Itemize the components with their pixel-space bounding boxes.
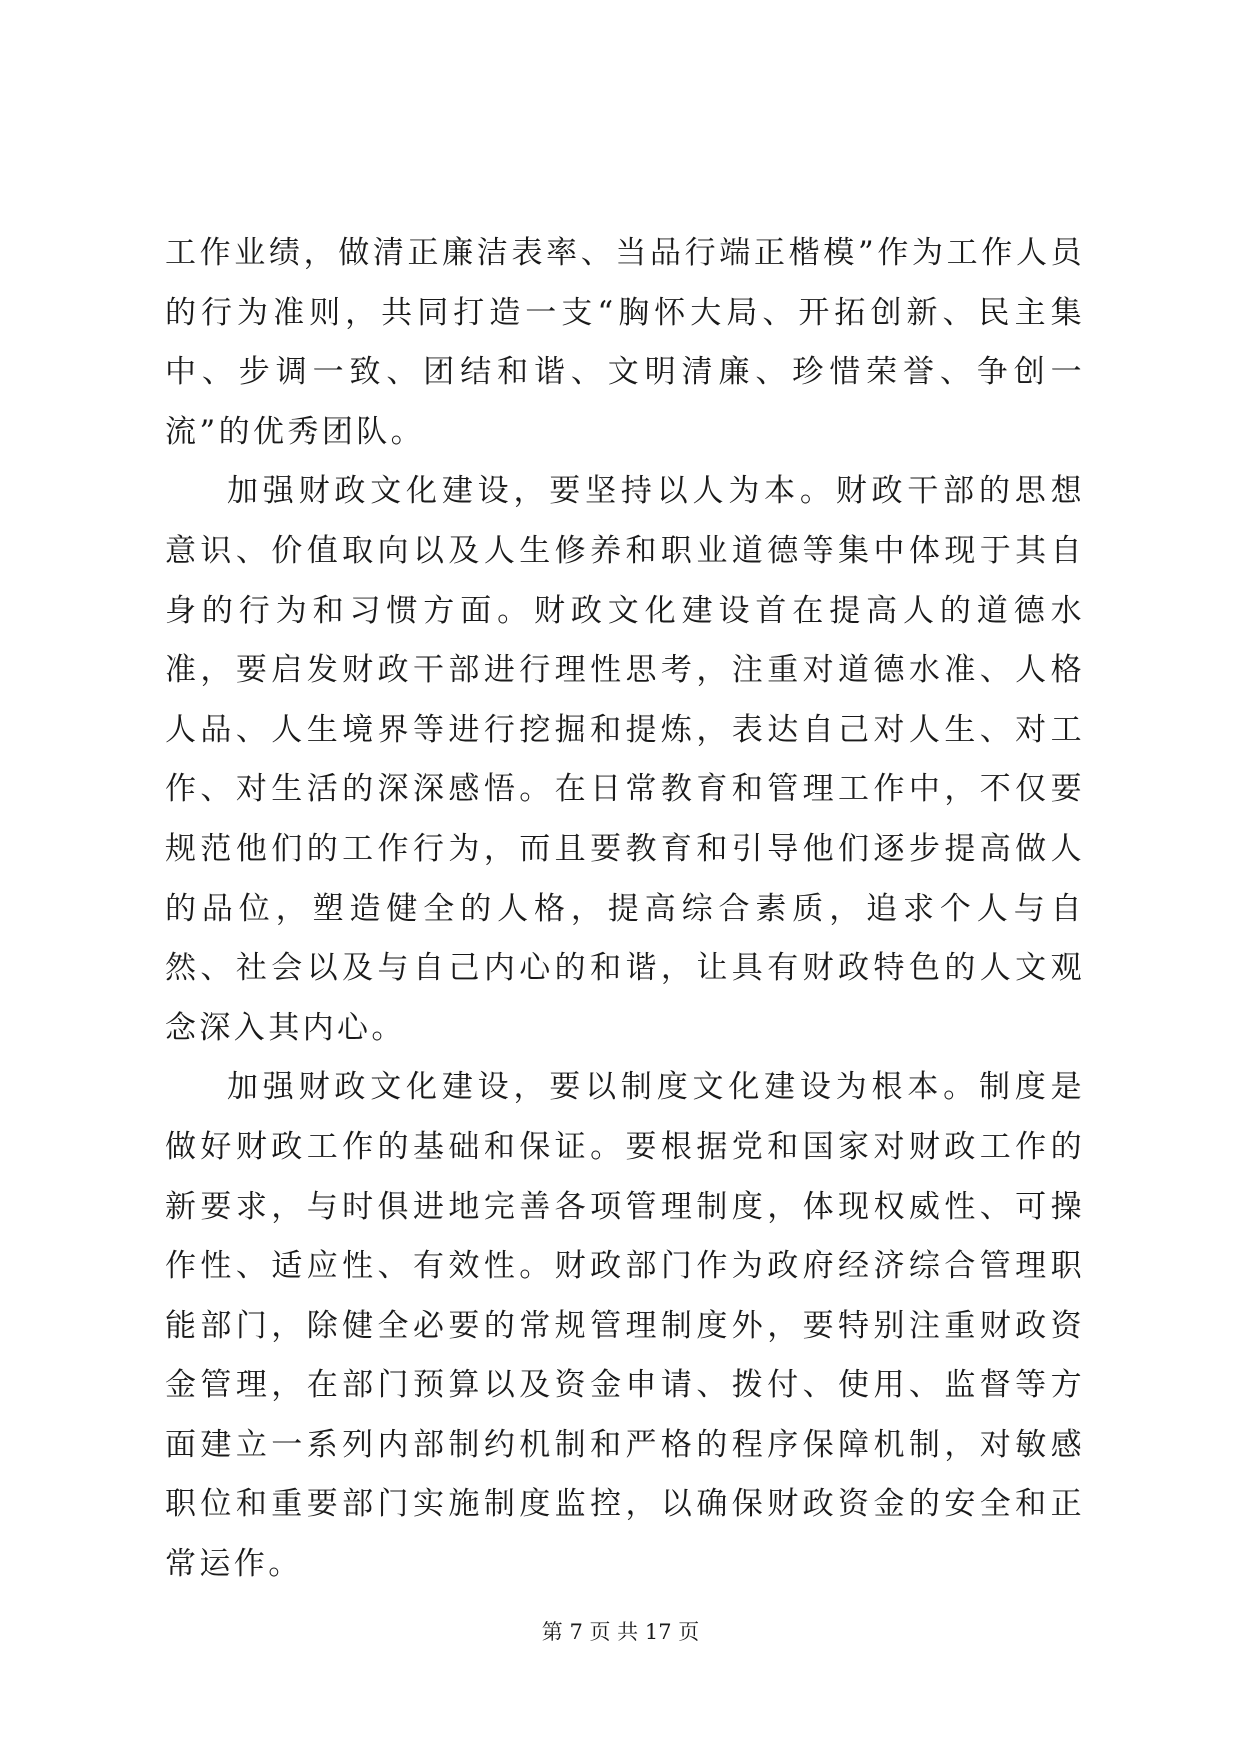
paragraph-2: 加强财政文化建设，要坚持以人为本。财政干部的思想意识、价值取向以及人生修养和职业道德等集中体现于其自身的行为和习惯方面。财政文化建设首在提高人的道德水准，要启发财政干部进行理性思考，注重对道德水准、人格人品、人生境界等进行挖掘和提炼，表达自己对人生、对工作、对生活的深深感悟。在日常教育和管理工作中，不仅要规范他们的工作行为，而且要教育和引导他们逐步提高做人的品位，塑造健全的人格，提高综合素质，追求个人与自然、社会以及与自己内心的和谐，让具有财政特色的人文观念深入其内心。 [165,473,1085,1046]
paragraph-1: 工作业绩，做清正廉洁表率、当品行端正楷模”作为工作人员的行为准则，共同打造一支“胸怀大局、开拓创新、民主集中、步调一致、团结和谐、文明清廉、珍惜荣誉、争创一流”的优秀团队。 [165,235,1085,450]
page-number-footer: 第 7 页 共 17 页 [541,1620,700,1644]
document-body [165,224,1085,1595]
paragraph-3: 加强财政文化建设，要以制度文化建设为根本。制度是做好财政工作的基础和保证。要根据党和国家对财政工作的新要求，与时俱进地完善各项管理制度，体现权威性、可操作性、适应性、有效性。财政部门作为政府经济综合管理职能部门，除健全必要的常规管理制度外，要特别注重财政资金管理，在部门预算以及资金申请、拨付、使用、监督等方面建立一系列内部制约机制和严格的程序保障机制，对敏感职位和重要部门实施制度监控，以确保财政资金的安全和正常运作。 [165,1069,1085,1583]
